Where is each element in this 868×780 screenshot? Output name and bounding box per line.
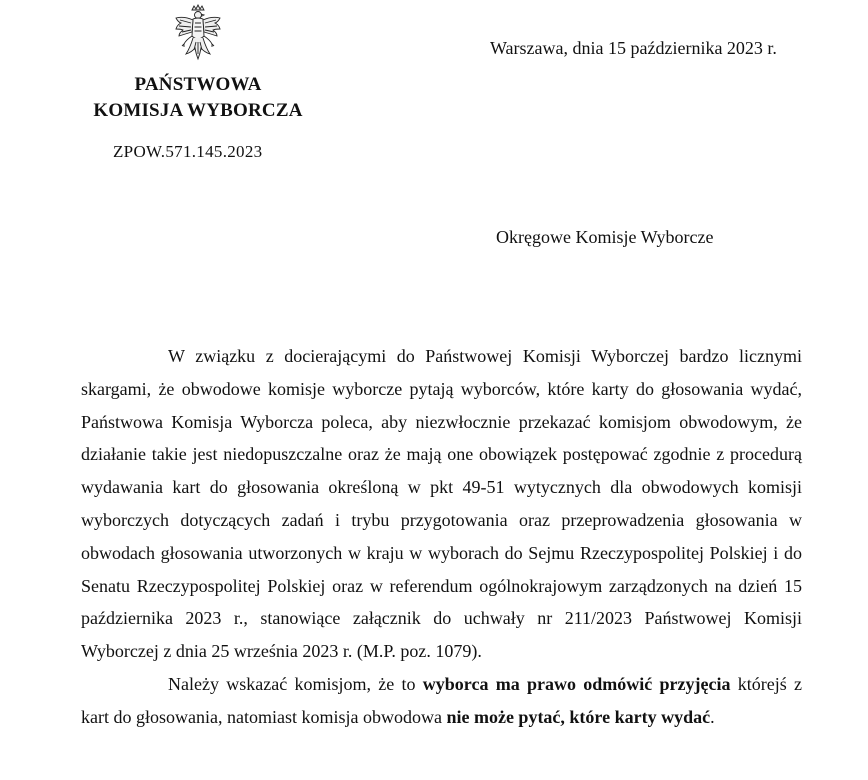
issuer-line-2: KOMISJA WYBORCZA bbox=[93, 100, 303, 121]
paragraph-2-emphasis-right: wyborca ma prawo odmówić przyjęcia bbox=[422, 673, 731, 694]
paragraph-2-text-end: . bbox=[710, 706, 715, 727]
recipient: Okręgowe Komisje Wyborcze bbox=[496, 227, 714, 247]
polish-eagle-emblem-icon bbox=[172, 4, 224, 62]
paragraph-2-text: Należy wskazać komisjom, że to bbox=[168, 673, 423, 694]
letter-body bbox=[81, 340, 802, 734]
issuer-name bbox=[70, 72, 326, 124]
issuer-line-1: PAŃSTWOWA bbox=[134, 74, 262, 95]
paragraph-1: W związku z docierającymi do Państwowej Komisji Wyborczej bardzo licznymi skargami, że obwodowe komisje wyborcze pytają wyborców, które karty do głosowania wydać, Państwowa Komisja Wyborcza poleca, aby niezwłocznie przekazać komisjom obwodowym, że działanie takie jest niedopuszczalne oraz że mają one obowiązek postępować zgodnie z procedurą wydawania kart do głosowania określoną w pkt 49-51 wytycznych dla obwodowych komisji wyborczych dotyczących zadań i trybu przygotowania oraz przeprowadzenia głosowania w obwodach głosowania utworzonych w kraju w wyborach do Sejmu Rzeczypospolitej Polskiej i do Senatu Rzeczypospolitej Polskiej oraz w referendum ogólnokrajowym zarządzonych na dzień 15 października 2023 r., stanowiące załącznik do uchwały nr 211/2023 Państwowej Komisji Wyborczej z dnia 25 września 2023 r. (M.P. poz. 1079). bbox=[81, 346, 802, 662]
paragraph-2-text-middle: którejś z kart do głosowania, natomiast komisja obwodowa bbox=[81, 673, 803, 727]
reference-number: ZPOW.571.145.2023 bbox=[113, 142, 263, 161]
paragraph-2-emphasis-prohibition: nie może pytać, które karty wydać bbox=[446, 706, 711, 727]
place-and-date: Warszawa, dnia 15 października 2023 r. bbox=[490, 38, 777, 58]
paragraph-2 bbox=[81, 668, 802, 734]
